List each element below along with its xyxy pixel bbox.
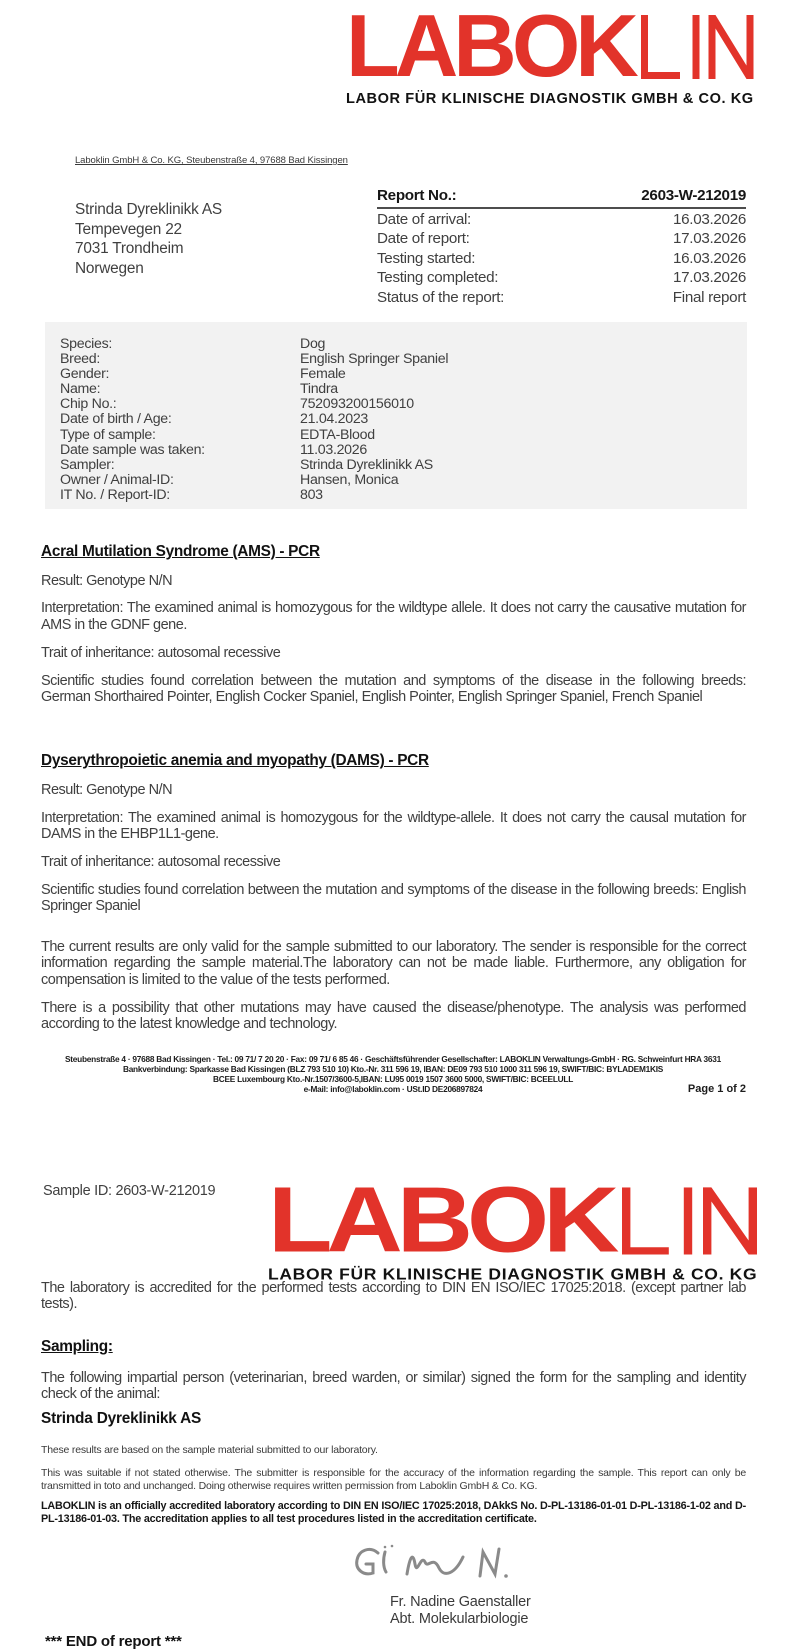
dams-inheritance: Trait of inheritance: autosomal recessive xyxy=(41,854,281,871)
logo-text-labok: LABOK xyxy=(346,0,634,95)
meta-row-testing-completed xyxy=(377,268,746,288)
dams-result: Result: Genotype N/N xyxy=(41,781,173,798)
logo-text-lin-icon xyxy=(618,1187,760,1254)
recipient-address-block xyxy=(75,200,222,278)
sampler-name: Strinda Dyreklinikk AS xyxy=(41,1410,202,1427)
signature-scribble xyxy=(352,1543,522,1589)
report-meta-table xyxy=(377,186,746,307)
logo-wordmark xyxy=(346,0,756,95)
ams-result: Result: Genotype N/N xyxy=(41,572,173,589)
sample-value: Female xyxy=(300,366,346,383)
sample-value: Strinda Dyreklinikk AS xyxy=(300,456,433,473)
section-dams xyxy=(41,753,746,914)
page-number: Page 1 of 2 xyxy=(687,1083,746,1095)
note-suitability: This was suitable if not stated otherwise. The submitter is responsible for the accuracy of the information regarding the sample. This report can only be transmitted in toto and unchanged. Doing otherwise requires written permission from Laboklin GmbH & Co. KG. xyxy=(41,1467,746,1492)
logo-tagline: LABOR FÜR KLINISCHE DIAGNOSTIK GMBH & CO. KG xyxy=(268,1267,758,1284)
sample-row-breed xyxy=(60,352,747,367)
result-sections xyxy=(41,544,746,1044)
footer-line-bank2: BCEE Luxembourg Kto.-Nr.1507/3600-5,IBAN: LU95 0019 1507 3600 5000, SWIFT/BIC: BCEELULL xyxy=(212,1074,574,1084)
ams-inheritance: Trait of inheritance: autosomal recessive xyxy=(41,644,281,661)
sample-label: Owner / Animal-ID: xyxy=(60,471,174,488)
sender-address-line: Laboklin GmbH & Co. KG, Steubenstraße 4, 97688 Bad Kissingen xyxy=(75,155,348,166)
sample-row-type xyxy=(60,428,747,443)
accreditation-note: The laboratory is accredited for the performed tests according to DIN EN ISO/IEC 17025:2018. (except partner lab tests). xyxy=(41,1280,746,1313)
sample-value: 11.03.2026 xyxy=(300,441,367,458)
signer-department: Abt. Molekularbiologie xyxy=(390,1611,529,1627)
recipient-country: Norwegen xyxy=(75,259,144,277)
sampling-heading: Sampling: xyxy=(41,1338,113,1355)
ams-breeds: Scientific studies found correlation between the mutation and symptoms of the disease in the following breeds: German Shorthaired Pointer, English Cocker Spaniel, English Pointer, English Springer Spaniel, French Spaniel xyxy=(41,672,746,706)
sample-row-owner xyxy=(60,473,747,488)
meta-row-status xyxy=(377,288,746,308)
sample-value: Dog xyxy=(300,336,326,352)
meta-row-testing-started xyxy=(377,249,746,269)
logo-text-lin-icon xyxy=(638,15,756,79)
laboklin-logo xyxy=(346,0,756,107)
sample-value: EDTA-Blood xyxy=(300,426,375,443)
meta-value: 16.03.2026 xyxy=(672,249,746,267)
end-of-report: *** END of report *** xyxy=(45,1633,182,1650)
logo-tagline: LABOR FÜR KLINISCHE DIAGNOSTIK GMBH & CO. KG xyxy=(346,91,754,107)
meta-label: Date of report: xyxy=(377,230,470,247)
disclaimer-block xyxy=(41,939,746,1033)
sampling-description: The following impartial person (veterinarian, breed warden, or similar) signed the form for the sampling and identity check of the animal: xyxy=(41,1370,746,1403)
footer-line-bank1: Bankverbindung: Sparkasse Bad Kissingen (BLZ 793 510 10) Kto.-Nr. 311 596 19, IBAN: DE09 793 510 1000 311 596 19, SWIFT/BIC: BYLADEM1KIS xyxy=(122,1064,664,1074)
sample-label: Type of sample: xyxy=(60,426,156,443)
signer-identity xyxy=(390,1594,531,1628)
sample-value: 21.04.2023 xyxy=(300,411,369,428)
sample-row-taken xyxy=(60,443,747,458)
sample-row-itno xyxy=(60,488,747,503)
sample-value: Hansen, Monica xyxy=(300,471,399,488)
sample-row-birth xyxy=(60,412,747,427)
meta-value: 17.03.2026 xyxy=(672,230,746,247)
report-number-value: 2603-W-212019 xyxy=(641,187,746,204)
sample-id: Sample ID: 2603-W-212019 xyxy=(43,1183,216,1199)
sample-row-name xyxy=(60,382,747,397)
meta-label: Testing started: xyxy=(377,249,476,267)
sample-label: Date of birth / Age: xyxy=(60,411,172,428)
sample-label: IT No. / Report-ID: xyxy=(60,486,170,503)
meta-value: Final report xyxy=(672,288,746,306)
recipient-name: Strinda Dyreklinikk AS xyxy=(75,201,222,218)
dams-interpretation: Interpretation: The examined animal is homozygous for the wildtype-allele. It does not carry the causal mutation for DAMS in the EHBP1L1-gene. xyxy=(41,809,746,843)
recipient-city: 7031 Trondheim xyxy=(75,240,184,258)
ams-interpretation: Interpretation: The examined animal is homozygous for the wildtype allele. It does not carry the causative mutation for AMS in the GDNF gene. xyxy=(41,600,746,633)
signature-block xyxy=(352,1543,531,1628)
signer-name: Fr. Nadine Gaenstaller xyxy=(390,1594,531,1610)
recipient-street: Tempevegen 22 xyxy=(75,220,182,238)
dams-breeds: Scientific studies found correlation between the mutation and symptoms of the disease in the following breeds: English Springer Spaniel xyxy=(41,882,746,915)
meta-value: 16.03.2026 xyxy=(672,210,746,228)
accreditation-statement: LABOKLIN is an officially accredited laboratory according to DIN EN ISO/IEC 17025:2018, DAkkS No. D-PL-13186-01-01 D-PL-13186-1-02 and D-PL-13186-01-03. The accreditation applies to all test procedures listed in the accreditation certificate. xyxy=(41,1500,746,1525)
sample-label: Gender: xyxy=(60,366,110,383)
sample-value: Tindra xyxy=(300,381,338,398)
footer-line-address: Steubenstraße 4 · 97688 Bad Kissingen · Tel.: 09 71/ 7 20 20 · Fax: 09 71/ 6 85 46 · Geschäftsführender Gesellschafter: LABOKLIN Verwaltungs-GmbH · RG. Schweinfurt HRA 3631 xyxy=(64,1054,721,1064)
sample-label: Species: xyxy=(60,336,113,352)
sample-label: Chip No.: xyxy=(60,396,117,413)
meta-label: Date of arrival: xyxy=(377,210,471,228)
footer-line-email: e-Mail: info@laboklin.com · USt.ID DE206897824 xyxy=(303,1084,483,1094)
meta-row-arrival xyxy=(377,210,746,230)
note-results-based: These results are based on the sample material submitted to our laboratory. xyxy=(41,1444,378,1456)
sample-label: Date sample was taken: xyxy=(60,441,205,458)
report-number-label: Report No.: xyxy=(377,187,457,204)
meta-label: Testing completed: xyxy=(377,269,499,286)
logo-text-labok: LABOK xyxy=(268,1167,614,1272)
section-heading-ams: Acral Mutilation Syndrome (AMS) - PCR xyxy=(41,543,320,560)
sample-label: Sampler: xyxy=(60,456,115,473)
sample-value: 752093200156010 xyxy=(300,396,414,413)
disclaimer-mutations: There is a possibility that other mutations may have caused the disease/phenotype. The analysis was performed according to the latest knowledge and technology. xyxy=(41,999,746,1032)
sample-row-chip xyxy=(60,397,747,412)
logo-wordmark xyxy=(268,1167,760,1272)
sample-row-sampler xyxy=(60,458,747,473)
section-heading-dams: Dyserythropoietic anemia and myopathy (DAMS) - PCR xyxy=(41,752,429,770)
page1-footer xyxy=(0,1054,786,1094)
sample-value: English Springer Spaniel xyxy=(300,351,449,368)
report-number-row xyxy=(377,186,746,209)
laboklin-logo-page2 xyxy=(268,1167,760,1284)
sample-row-species xyxy=(60,337,747,352)
sample-value: 803 xyxy=(300,486,323,503)
meta-row-report-date xyxy=(377,229,746,249)
section-ams xyxy=(41,544,746,705)
meta-label: Status of the report: xyxy=(377,288,505,306)
meta-value: 17.03.2026 xyxy=(672,269,746,286)
disclaimer-validity: The current results are only valid for the sample submitted to our laboratory. The sender is responsible for the correct information regarding the sample material.The laboratory can not be made liable. Furthermore, any obligation for compensation is limited to the value of the tests performed. xyxy=(41,938,746,988)
sample-row-gender xyxy=(60,367,747,382)
sample-info-box xyxy=(45,322,747,509)
sample-label: Name: xyxy=(60,381,101,398)
sample-label: Breed: xyxy=(60,351,101,368)
